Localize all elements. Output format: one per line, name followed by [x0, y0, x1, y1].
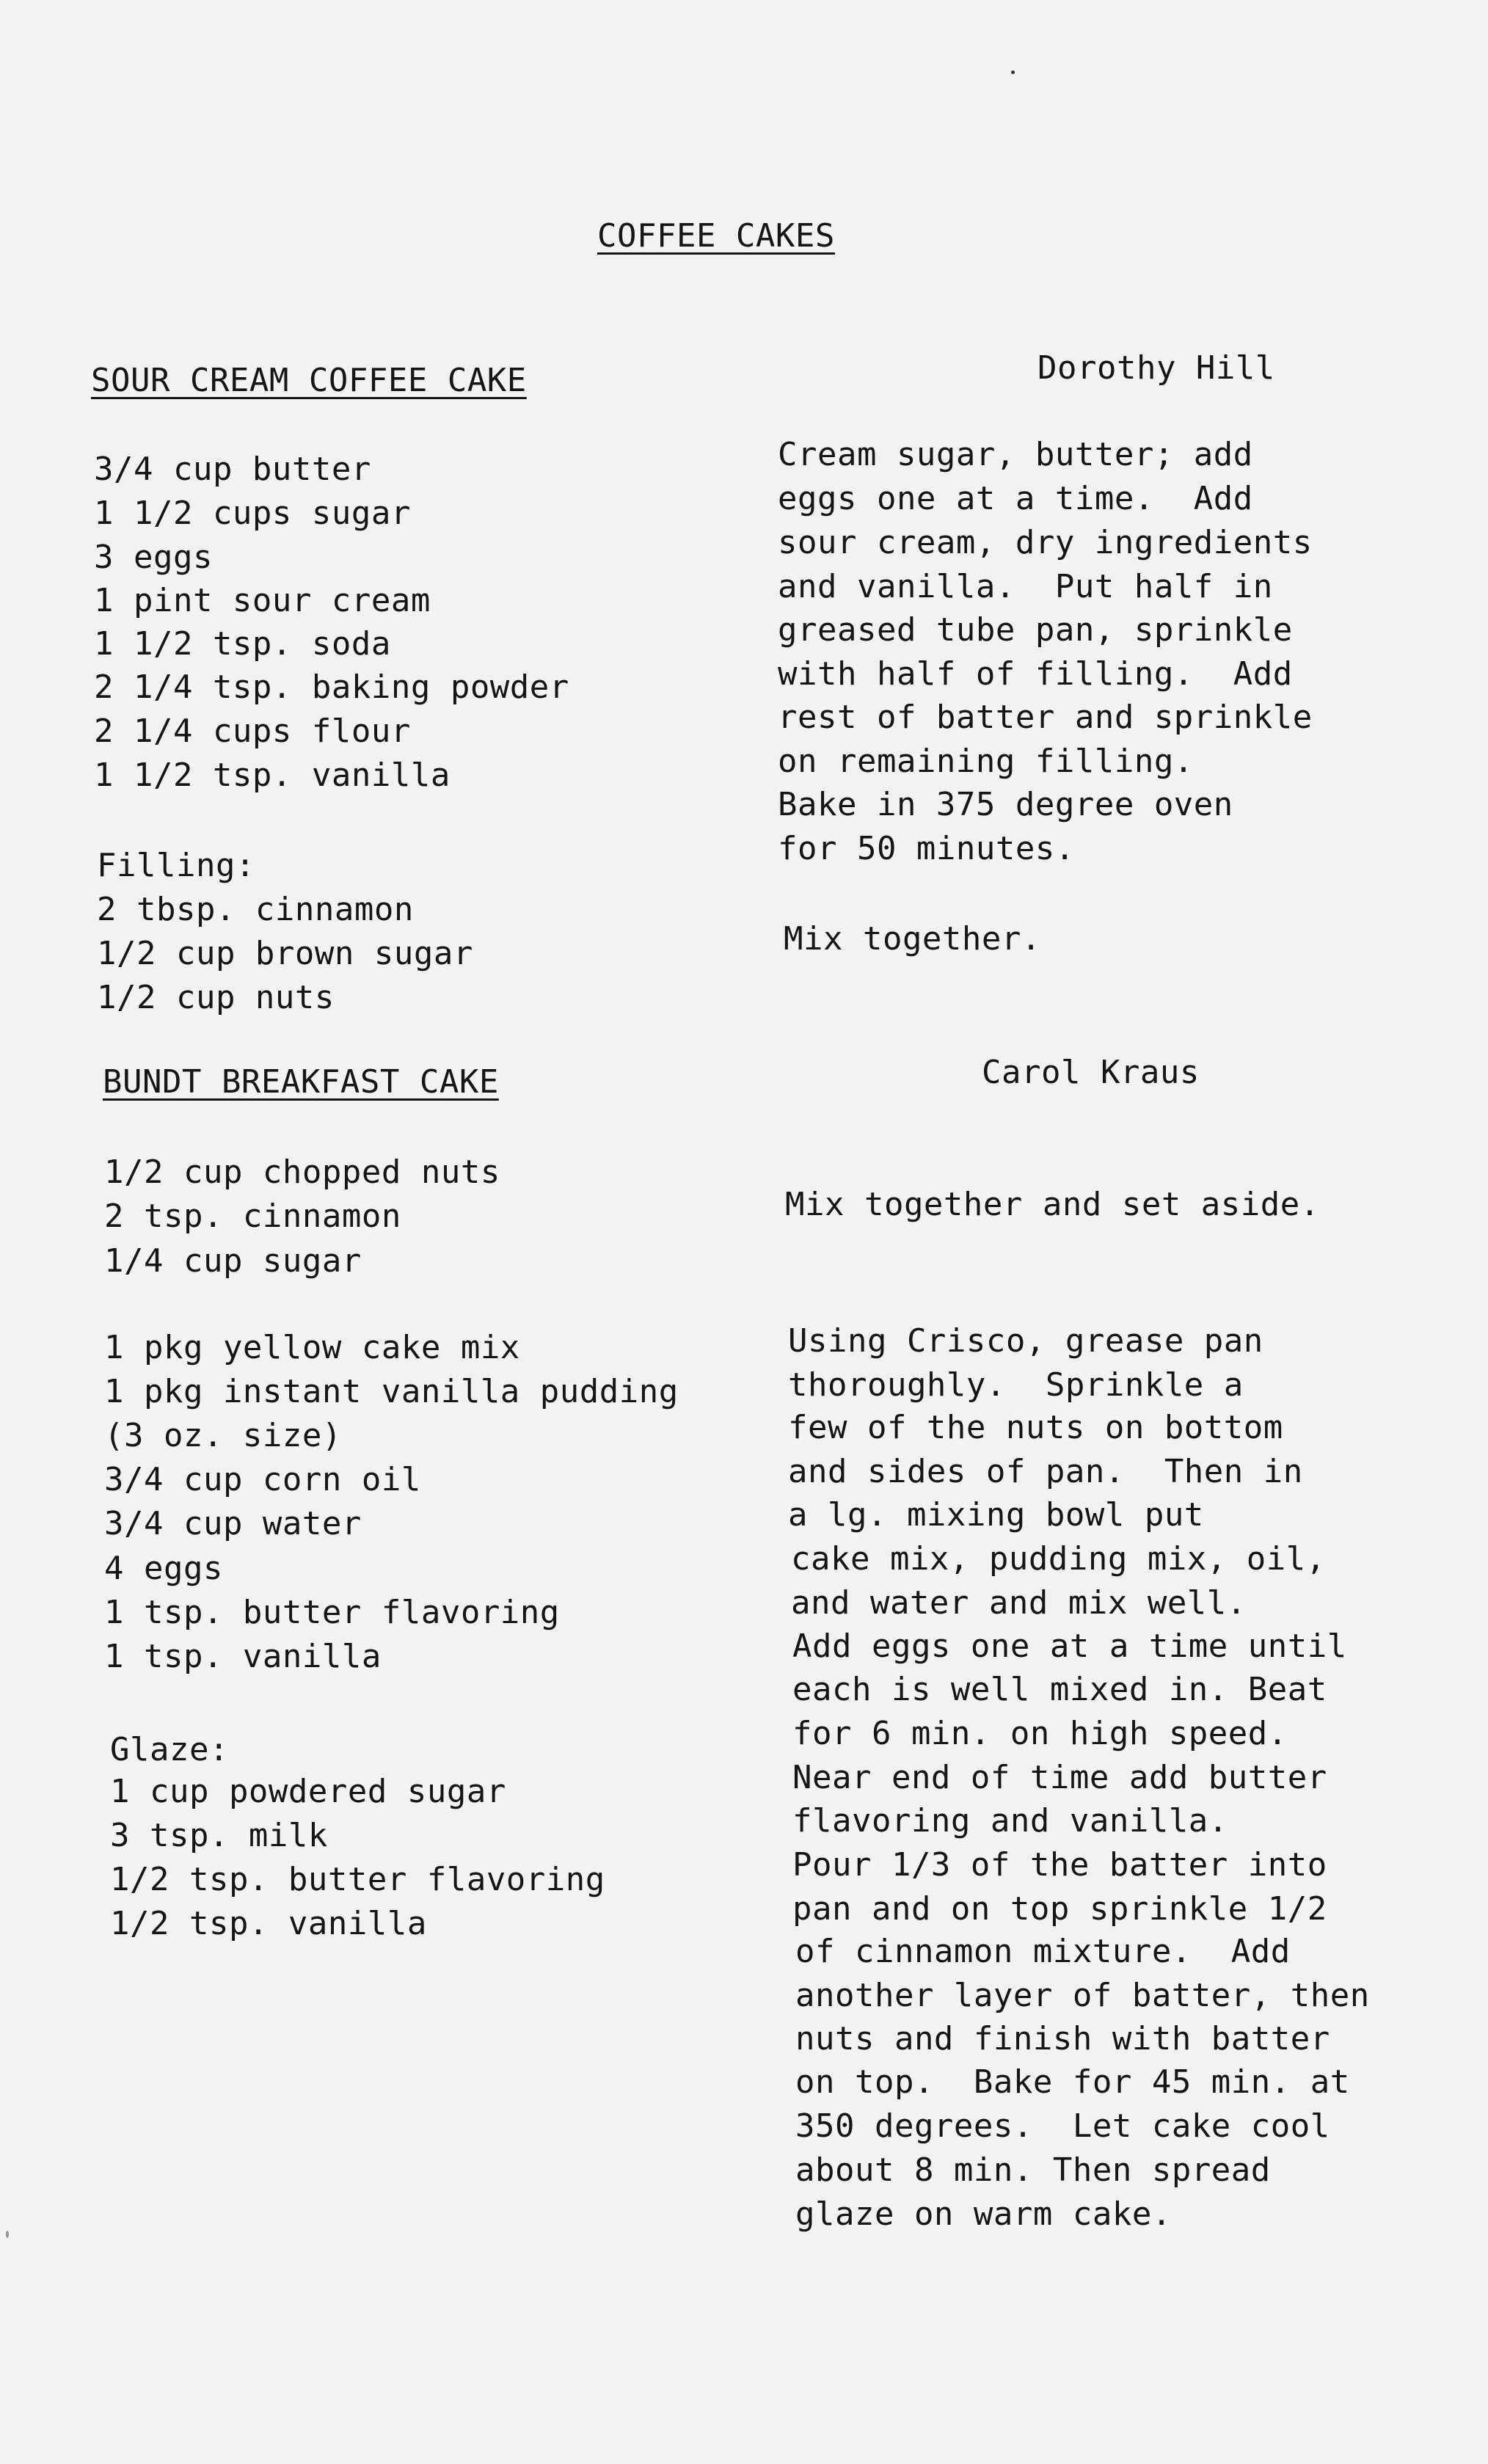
direction-line: rest of batter and sprinkle [778, 699, 1313, 736]
ingredient-item: 4 eggs [104, 1550, 223, 1587]
glaze-item: 1/2 tsp. vanilla [110, 1905, 427, 1942]
ingredient-item: 1 tsp. vanilla [104, 1638, 382, 1675]
direction-line: nuts and finish with batter [795, 2020, 1330, 2057]
ingredient-item: 2 1/4 cups flour [94, 712, 411, 750]
direction-line: and water and mix well. [791, 1584, 1247, 1622]
filling-label: Filling: [97, 847, 255, 884]
direction-line: sour cream, dry ingredients [778, 524, 1313, 561]
topping-direction: Mix together and set aside. [785, 1186, 1320, 1223]
direction-line: Using Crisco, grease pan [788, 1322, 1263, 1360]
recipe-author-sour-cream: Dorothy Hill [1037, 349, 1275, 387]
glaze-item: 1 cup powdered sugar [110, 1773, 506, 1810]
direction-line: and vanilla. Put half in [778, 568, 1273, 605]
recipe-author-bundt: Carol Kraus [982, 1054, 1200, 1091]
direction-line: thoroughly. Sprinkle a [788, 1366, 1244, 1404]
direction-line: a lg. mixing bowl put [788, 1496, 1204, 1534]
ingredient-item: 1 pint sour cream [94, 582, 431, 619]
recipe-title-sour-cream: SOUR CREAM COFFEE CAKE [91, 362, 527, 399]
direction-line: another layer of batter, then [795, 1977, 1370, 2014]
direction-line: for 50 minutes. [778, 830, 1075, 867]
topping-item: 1/2 cup chopped nuts [104, 1153, 500, 1191]
ingredient-item: 3/4 cup corn oil [104, 1461, 421, 1498]
direction-line: Pour 1/3 of the batter into [792, 1846, 1327, 1884]
ingredient-item: 3 eggs [94, 539, 213, 576]
topping-item: 2 tsp. cinnamon [104, 1198, 401, 1235]
ingredient-item: 3/4 cup butter [94, 451, 371, 488]
direction-line: few of the nuts on bottom [788, 1409, 1283, 1446]
glaze-label: Glaze: [110, 1731, 229, 1768]
direction-line: greased tube pan, sprinkle [778, 611, 1293, 649]
direction-line: of cinnamon mixture. Add [795, 1933, 1291, 1970]
direction-line: cake mix, pudding mix, oil, [791, 1540, 1326, 1578]
ingredient-item: 1 1/2 cups sugar [94, 495, 411, 532]
direction-line: on remaining filling. [778, 743, 1194, 780]
paper-speck [1011, 70, 1015, 74]
direction-line: for 6 min. on high speed. [792, 1715, 1288, 1752]
direction-line: 350 degrees. Let cake cool [795, 2107, 1330, 2145]
direction-line: Add eggs one at a time until [792, 1628, 1347, 1665]
direction-line: flavoring and vanilla. [792, 1802, 1228, 1840]
ingredient-item: 3/4 cup water [104, 1505, 362, 1542]
filling-item: 1/2 cup brown sugar [97, 935, 473, 972]
ingredient-item: 1 pkg instant vanilla pudding [104, 1373, 679, 1410]
direction-line: and sides of pan. Then in [788, 1453, 1303, 1490]
filling-direction: Mix together. [784, 920, 1041, 958]
ingredient-item: 1 tsp. butter flavoring [104, 1594, 560, 1631]
direction-line: glaze on warm cake. [795, 2195, 1172, 2233]
direction-line: about 8 min. Then spread [795, 2151, 1271, 2189]
glaze-item: 1/2 tsp. butter flavoring [110, 1861, 605, 1898]
ingredient-item: 1 1/2 tsp. soda [94, 625, 391, 663]
direction-line: pan and on top sprinkle 1/2 [792, 1890, 1327, 1928]
filling-item: 1/2 cup nuts [97, 979, 335, 1016]
ingredient-item: (3 oz. size) [104, 1417, 342, 1454]
recipe-title-bundt: BUNDT BREAKFAST CAKE [103, 1063, 499, 1101]
direction-line: eggs one at a time. Add [778, 480, 1253, 517]
direction-line: Cream sugar, butter; add [778, 436, 1253, 473]
ingredient-item: 1 pkg yellow cake mix [104, 1329, 520, 1366]
topping-item: 1/4 cup sugar [104, 1242, 362, 1280]
direction-line: on top. Bake for 45 min. at [795, 2063, 1350, 2101]
ingredient-item: 1 1/2 tsp. vanilla [94, 757, 451, 794]
direction-line: with half of filling. Add [778, 655, 1293, 693]
paper-speck [6, 2231, 9, 2238]
direction-line: Near end of time add butter [792, 1759, 1327, 1796]
direction-line: each is well mixed in. Beat [792, 1671, 1327, 1708]
glaze-item: 3 tsp. milk [110, 1817, 328, 1854]
filling-item: 2 tbsp. cinnamon [97, 891, 414, 928]
ingredient-item: 2 1/4 tsp. baking powder [94, 668, 569, 706]
page-title: COFFEE CAKES [597, 217, 835, 255]
direction-line: Bake in 375 degree oven [778, 786, 1233, 823]
